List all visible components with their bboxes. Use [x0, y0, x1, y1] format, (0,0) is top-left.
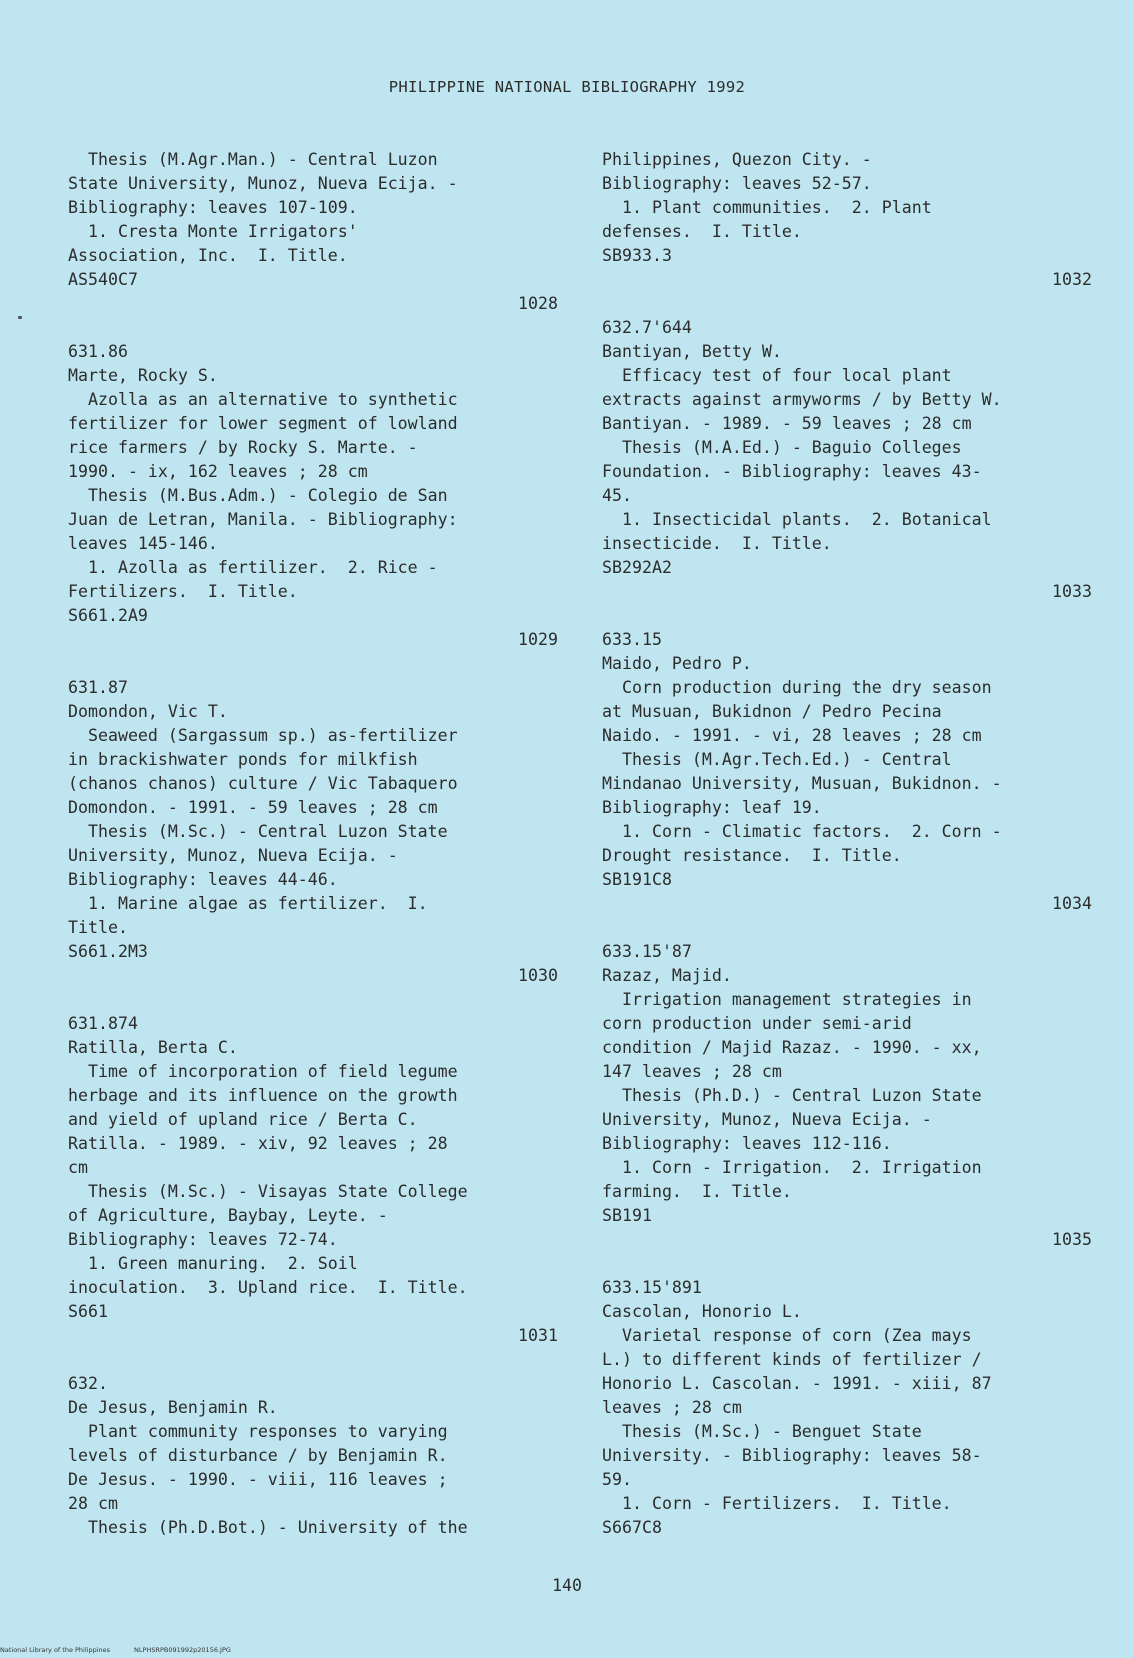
entry-spacer	[68, 988, 558, 1012]
text-line: Honorio L. Cascolan. - 1991. - xiii, 87	[602, 1374, 992, 1393]
text-line: and yield of upland rice / Berta C.	[68, 1110, 418, 1129]
text-line: insecticide. I. Title.	[602, 534, 832, 553]
text-line: Varietal response of corn (Zea mays	[602, 1326, 972, 1345]
text-line: De Jesus, Benjamin R.	[68, 1398, 278, 1417]
entry-spacer	[68, 1348, 558, 1372]
text-line: Thesis (M.Agr.Tech.Ed.) - Central	[602, 750, 952, 769]
text-line: Marte, Rocky S.	[68, 366, 218, 385]
entry-spacer	[602, 604, 1092, 628]
text-line: 1. Plant communities. 2. Plant	[602, 198, 932, 217]
text-line: 633.15'891	[602, 1278, 702, 1297]
text-line: Bibliography: leaves 72-74.	[68, 1230, 338, 1249]
text-line: Thesis (M.Sc.) - Benguet State	[602, 1422, 922, 1441]
text-line: Cascolan, Honorio L.	[602, 1302, 802, 1321]
text-line: Thesis (M.Sc.) - Central Luzon State	[68, 822, 448, 841]
text-line: Foundation. - Bibliography: leaves 43-	[602, 462, 982, 481]
text-line: leaves 145-146.	[68, 534, 218, 553]
text-line: Title.	[68, 918, 128, 937]
text-line: Irrigation management strategies in	[602, 990, 972, 1009]
text-line: 59.	[602, 1470, 632, 1489]
text-line: 147 leaves ; 28 cm	[602, 1062, 782, 1081]
text-line: 1. Corn - Irrigation. 2. Irrigation	[602, 1158, 982, 1177]
entry-spacer	[68, 316, 558, 340]
text-line: S661.2M3	[68, 942, 148, 961]
entry-number: 1028	[518, 294, 558, 313]
text-line: Association, Inc. I. Title.	[68, 246, 348, 265]
text-line: 1990. - ix, 162 leaves ; 28 cm	[68, 462, 368, 481]
text-line: Bantiyan, Betty W.	[602, 342, 782, 361]
left-mark	[18, 316, 22, 319]
text-line: 631.86	[68, 342, 128, 361]
page-number: 140	[552, 1576, 582, 1595]
text-line: Philippines, Quezon City. -	[602, 150, 872, 169]
text-line: 1. Corn - Climatic factors. 2. Corn -	[602, 822, 1002, 841]
text-line: corn production under semi-arid	[602, 1014, 912, 1033]
text-line: defenses. I. Title.	[602, 222, 802, 241]
text-line: 1. Corn - Fertilizers. I. Title.	[602, 1494, 952, 1513]
text-line: 631.87	[68, 678, 128, 697]
text-line: SB933.3	[602, 246, 672, 265]
text-line: L.) to different kinds of fertilizer /	[602, 1350, 982, 1369]
text-line: farming. I. Title.	[602, 1182, 792, 1201]
text-line: Bibliography: leaf 19.	[602, 798, 822, 817]
entry-spacer	[602, 1252, 1092, 1276]
right-column	[602, 148, 1092, 1540]
text-line: 1. Green manuring. 2. Soil	[68, 1254, 358, 1273]
entry-spacer	[602, 292, 1092, 316]
text-line: 1. Cresta Monte Irrigators'	[68, 222, 358, 241]
text-line: Thesis (M.Sc.) - Visayas State College	[68, 1182, 468, 1201]
text-line: Thesis (Ph.D.) - Central Luzon State	[602, 1086, 982, 1105]
text-line: S661	[68, 1302, 108, 1321]
text-line: Bibliography: leaves 52-57.	[602, 174, 872, 193]
text-line: Azolla as an alternative to synthetic	[68, 390, 458, 409]
text-line: Ratilla, Berta C.	[68, 1038, 238, 1057]
text-line: levels of disturbance / by Benjamin R.	[68, 1446, 448, 1465]
text-line: State University, Munoz, Nueva Ecija. -	[68, 174, 458, 193]
text-line: Juan de Letran, Manila. - Bibliography:	[68, 510, 458, 529]
text-line: condition / Majid Razaz. - 1990. - xx,	[602, 1038, 982, 1057]
text-line: Bibliography: leaves 112-116.	[602, 1134, 892, 1153]
entry-number: 1035	[1052, 1230, 1092, 1249]
text-line: Maido, Pedro P.	[602, 654, 752, 673]
text-line: (chanos chanos) culture / Vic Tabaquero	[68, 774, 458, 793]
text-line: 631.874	[68, 1014, 138, 1033]
text-line: Bibliography: leaves 44-46.	[68, 870, 338, 889]
text-line: in brackishwater ponds for milkfish	[68, 750, 418, 769]
page-header: PHILIPPINE NATIONAL BIBLIOGRAPHY 1992	[388, 78, 746, 96]
text-line: extracts against armyworms / by Betty W.	[602, 390, 1002, 409]
text-line: Thesis (M.Bus.Adm.) - Colegio de San	[68, 486, 448, 505]
scan-footer	[0, 1646, 231, 1654]
text-line: Naido. - 1991. - vi, 28 leaves ; 28 cm	[602, 726, 982, 745]
left-column	[68, 148, 558, 1540]
text-line: fertilizer for lower segment of lowland	[68, 414, 458, 433]
text-line: University, Munoz, Nueva Ecija. -	[68, 846, 398, 865]
text-line: leaves ; 28 cm	[602, 1398, 742, 1417]
entry-number: 1031	[518, 1326, 558, 1345]
text-line: University, Munoz, Nueva Ecija. -	[602, 1110, 932, 1129]
text-line: Drought resistance. I. Title.	[602, 846, 902, 865]
text-line: inoculation. 3. Upland rice. I. Title.	[68, 1278, 468, 1297]
text-line: Domondon. - 1991. - 59 leaves ; 28 cm	[68, 798, 438, 817]
text-line: Plant community responses to varying	[68, 1422, 448, 1441]
text-line: SB191C8	[602, 870, 672, 889]
entry-number: 1030	[518, 966, 558, 985]
text-line: De Jesus. - 1990. - viii, 116 leaves ;	[68, 1470, 448, 1489]
text-line: Thesis (M.A.Ed.) - Baguio Colleges	[602, 438, 962, 457]
text-line: cm	[68, 1158, 88, 1177]
text-line: Razaz, Majid.	[602, 966, 732, 985]
text-line: Corn production during the dry season	[602, 678, 992, 697]
text-line: at Musuan, Bukidnon / Pedro Pecina	[602, 702, 942, 721]
text-line: SB292A2	[602, 558, 672, 577]
footer-file-id: NLPHSRPB091992p20156.JPG	[134, 1646, 231, 1654]
text-line: of Agriculture, Baybay, Leyte. -	[68, 1206, 388, 1225]
text-line: Efficacy test of four local plant	[602, 366, 952, 385]
text-line: 1. Insecticidal plants. 2. Botanical	[602, 510, 992, 529]
entry-spacer	[602, 916, 1092, 940]
text-line: University. - Bibliography: leaves 58-	[602, 1446, 982, 1465]
text-line: Fertilizers. I. Title.	[68, 582, 298, 601]
text-line: Bibliography: leaves 107-109.	[68, 198, 358, 217]
text-line: herbage and its influence on the growth	[68, 1086, 458, 1105]
text-line: 632.7'644	[602, 318, 692, 337]
text-line: 1. Marine algae as fertilizer. I.	[68, 894, 428, 913]
entry-number: 1032	[1052, 270, 1092, 289]
text-line: Mindanao University, Musuan, Bukidnon. -	[602, 774, 1002, 793]
text-line: S661.2A9	[68, 606, 148, 625]
text-line: 632.	[68, 1374, 108, 1393]
text-line: 633.15	[602, 630, 662, 649]
text-line: Domondon, Vic T.	[68, 702, 228, 721]
footer-library: National Library of the Philippines	[0, 1646, 111, 1654]
text-line: S667C8	[602, 1518, 662, 1537]
entry-number: 1034	[1052, 894, 1092, 913]
text-line: Seaweed (Sargassum sp.) as-fertilizer	[68, 726, 458, 745]
entry-number: 1033	[1052, 582, 1092, 601]
text-line: 45.	[602, 486, 632, 505]
text-line: 633.15'87	[602, 942, 692, 961]
text-line: rice farmers / by Rocky S. Marte. -	[68, 438, 418, 457]
text-line: 28 cm	[68, 1494, 118, 1513]
text-line: Bantiyan. - 1989. - 59 leaves ; 28 cm	[602, 414, 972, 433]
text-line: SB191	[602, 1206, 652, 1225]
text-line: Thesis (M.Agr.Man.) - Central Luzon	[68, 150, 438, 169]
text-line: Time of incorporation of field legume	[68, 1062, 458, 1081]
text-line: 1. Azolla as fertilizer. 2. Rice -	[68, 558, 438, 577]
text-line: AS540C7	[68, 270, 138, 289]
entry-number: 1029	[518, 630, 558, 649]
entry-spacer	[68, 652, 558, 676]
text-line: Thesis (Ph.D.Bot.) - University of the	[68, 1518, 468, 1537]
text-line: Ratilla. - 1989. - xiv, 92 leaves ; 28	[68, 1134, 448, 1153]
